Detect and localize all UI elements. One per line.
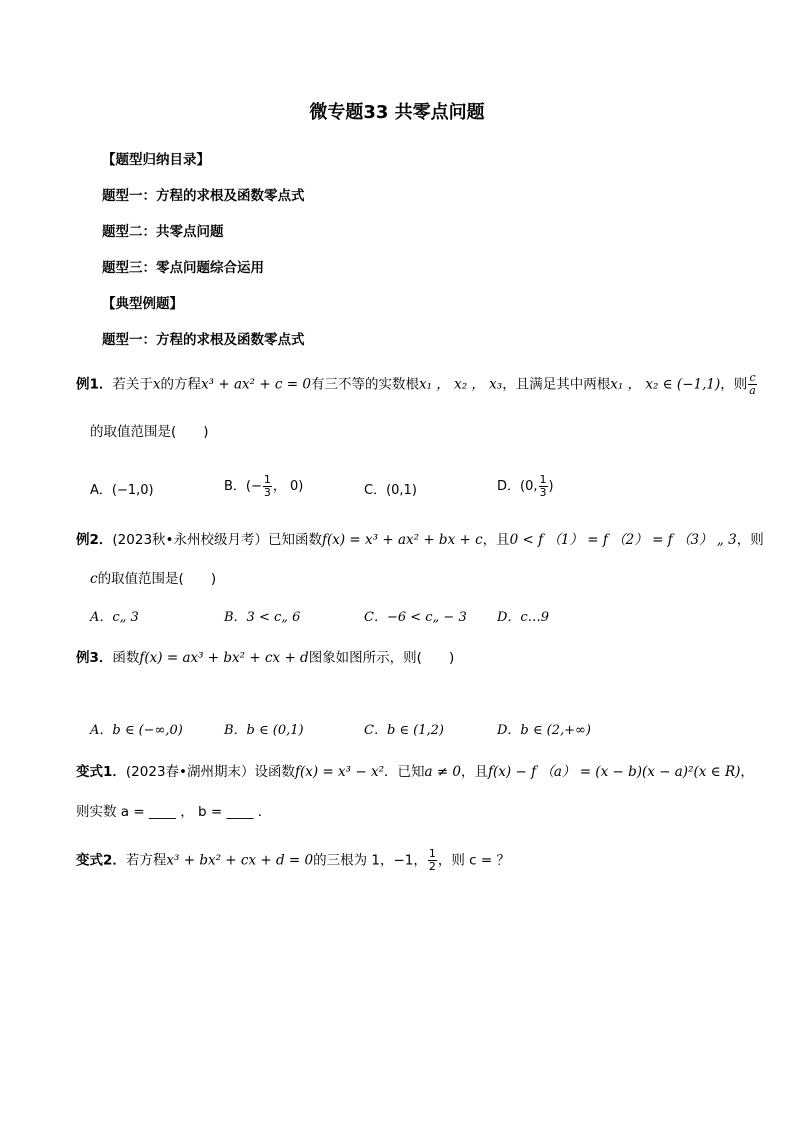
- text: 函数: [112, 650, 140, 666]
- example-3-option-d: D．b ∈ (2,+∞): [497, 723, 591, 738]
- variant-1-line1: [76, 762, 754, 782]
- roots: x₁ ， x₂ ， x₃: [418, 376, 503, 393]
- example-3-label: 例3．: [76, 650, 113, 666]
- text: 若方程: [125, 852, 167, 869]
- example-3-option-b: B．b ∈ (0,1): [224, 723, 304, 738]
- equation: x³ + ax² + c = 0: [201, 376, 311, 393]
- variant-1-label: 变式1．: [76, 764, 126, 780]
- text: ，且: [461, 764, 489, 780]
- toc-item-3: 题型三：零点问题综合运用: [102, 260, 264, 276]
- text: (2023秋•永州校级月考）已知函数: [112, 532, 322, 548]
- example-2-option-b: B．3 < c„ 6: [224, 610, 301, 625]
- text: D．(0,: [497, 479, 538, 494]
- function: f(x) = ax³ + bx² + cx + d: [139, 650, 309, 666]
- toc-item-2: 题型二：共零点问题: [102, 224, 224, 240]
- text: ， 0): [272, 479, 304, 494]
- denominator: 2: [428, 860, 436, 873]
- example-3-option-a: A．b ∈ (−∞,0): [90, 723, 183, 738]
- example-2-label: 例2．: [76, 532, 113, 548]
- example-2-option-d: D．c…9: [497, 610, 549, 625]
- example-2-line1: [76, 530, 764, 550]
- condition: x₁ ， x₂ ∈ (−1,1): [610, 376, 721, 393]
- text: 的取值范围是( ): [97, 571, 217, 587]
- text: ，则: [720, 376, 748, 393]
- denominator: a: [749, 384, 756, 397]
- text: ，且满足其中两根: [502, 376, 611, 393]
- fraction: [539, 474, 548, 499]
- toc-heading: 【题型归纳目录】: [102, 152, 210, 168]
- text: ): [548, 479, 554, 494]
- numerator: 1: [539, 473, 547, 486]
- example-2-option-c: C．−6 < c„ − 3: [364, 610, 467, 625]
- example-1-option-b: [224, 474, 303, 499]
- page-title: 微专题33 共零点问题: [309, 102, 485, 123]
- variant-1-line2: 则实数 a = ____ ， b = ____ ．: [76, 804, 272, 820]
- fraction-one-half: [428, 848, 437, 873]
- text: ，: [740, 764, 754, 780]
- text: ，则: [736, 532, 764, 548]
- example-1-line2: 的取值范围是( ): [90, 424, 209, 440]
- denominator: 3: [539, 486, 547, 499]
- condition: 0 < f （1） = f （2） = f （3） „ 3: [509, 532, 737, 548]
- example-1-line1: [76, 372, 758, 397]
- text: 的三根为 1，−1，: [313, 852, 427, 869]
- variant-2-line1: [76, 848, 510, 873]
- text: ．已知: [383, 764, 425, 780]
- text: 有三不等的实数根: [310, 376, 419, 393]
- example-3-line1: [76, 648, 454, 668]
- toc-item-1: 题型一：方程的求根及函数零点式: [102, 188, 305, 204]
- text: ，则 c = ？: [437, 852, 510, 869]
- text: 的方程: [160, 376, 202, 393]
- equation: f(x) − f （a） = (x − b)(x − a)²(x ∈ R): [488, 764, 741, 780]
- text: 若关于: [112, 376, 153, 393]
- function: f(x) = x³ − x²: [295, 764, 384, 780]
- numerator: c: [749, 371, 756, 384]
- example-2-line2: [90, 569, 216, 589]
- text: ，且: [482, 532, 510, 548]
- numerator: 1: [263, 473, 271, 486]
- function: f(x) = x³ + ax² + bx + c: [322, 532, 483, 548]
- variant-2-label: 变式2．: [76, 852, 126, 869]
- text: 图象如图所示，则( ): [308, 650, 455, 666]
- numerator: 1: [428, 847, 436, 860]
- example-2-option-a: A．c„ 3: [90, 610, 139, 625]
- text: B．(−: [224, 479, 262, 494]
- fraction-c-over-a: [748, 372, 757, 397]
- text: (2023春•湖州期末）设函数: [125, 764, 295, 780]
- type1-heading: 题型一：方程的求根及函数零点式: [102, 332, 305, 348]
- fraction: [263, 474, 272, 499]
- example-1-option-d: [497, 474, 554, 499]
- math: x: [152, 376, 161, 393]
- example-1-option-a: A．(−1,0): [90, 483, 154, 498]
- math: c: [90, 571, 98, 587]
- equation: x³ + bx² + cx + d = 0: [166, 852, 314, 869]
- denominator: 3: [263, 486, 271, 499]
- examples-heading: 【典型例题】: [102, 296, 183, 312]
- condition: a ≠ 0: [424, 764, 462, 780]
- example-1-option-c: C．(0,1): [364, 483, 417, 498]
- example-1-label: 例1．: [76, 376, 113, 393]
- example-3-option-c: C．b ∈ (1,2): [364, 723, 444, 738]
